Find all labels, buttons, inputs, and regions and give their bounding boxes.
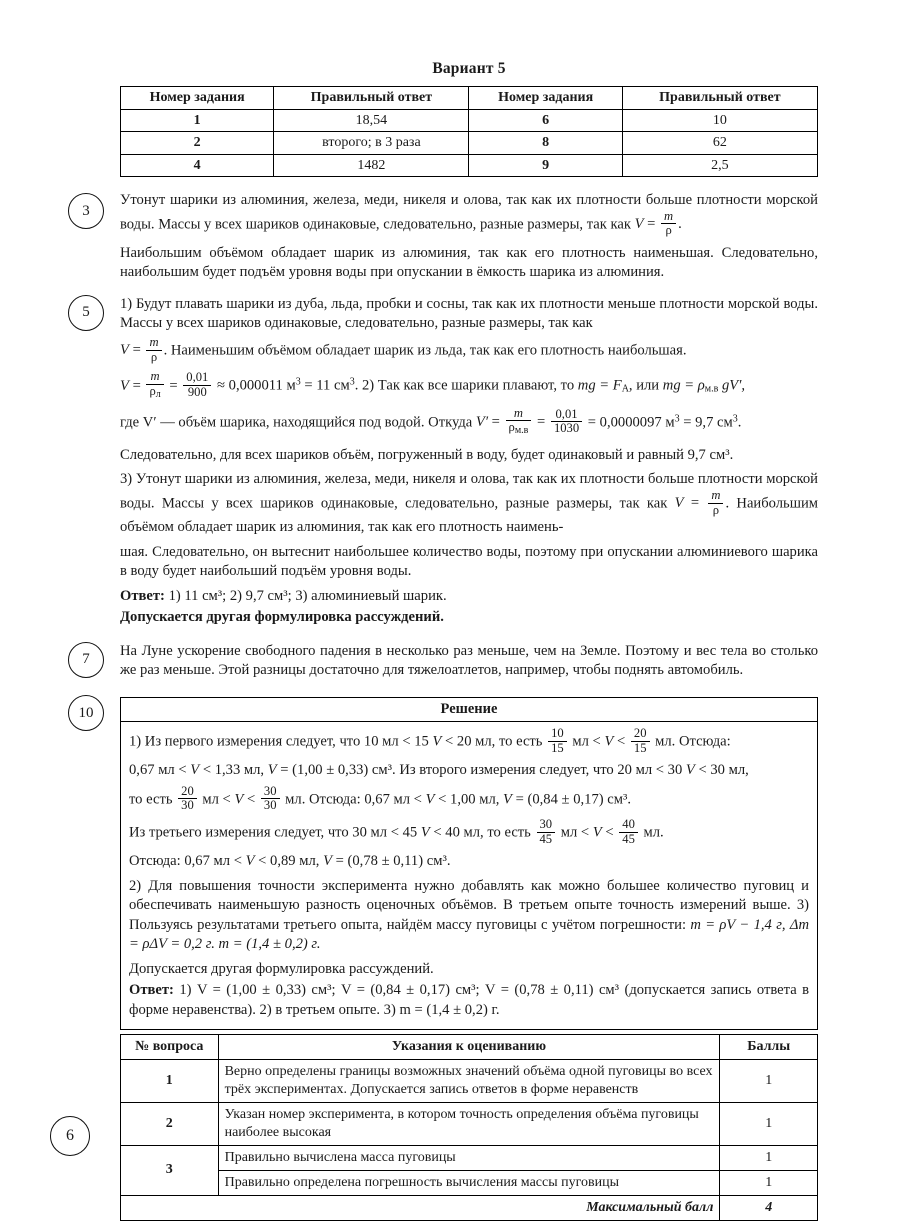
task-10-line-2 — [129, 761, 809, 781]
t10-l3b: мл < — [202, 791, 231, 808]
task-block-5 — [82, 295, 818, 628]
task-marker-3: 3 — [68, 193, 104, 229]
answers-col-answer-2: Правильный ответ — [622, 87, 817, 110]
formula-v-prime: $\frac{m}{\rho_{м.в}}$ — [506, 407, 532, 437]
task-7-paragraph-1: На Луне ускорение свободного падения в несколько раз меньше, чем на Земле. Поэтому и вес тела во столько же раз меньше. Этой разницы достаточно для тяжелоатлетов, например, чтобы поднять автомобиль. — [120, 642, 818, 679]
cell-score: 1 — [720, 1103, 818, 1146]
t10-l2f: V — [685, 762, 695, 779]
max-score-value: 4 — [720, 1195, 818, 1220]
answer-label: Ответ: — [129, 982, 174, 999]
task-5-text-2b: м — [286, 377, 296, 394]
page-content — [78, 60, 818, 1221]
cell: 1482 — [274, 154, 469, 177]
t10-l4g: мл. — [643, 824, 664, 841]
t10-l2e: = (1,00 ± 0,33) см³. Из второго измерения следует, что 20 мл < 30 — [280, 762, 683, 779]
t10-l2a: 0,67 мл < — [129, 762, 187, 779]
t10-l1d: мл < — [572, 733, 601, 750]
fraction-30-30: $\frac{30}{30}$ — [261, 785, 280, 813]
cell-score: 1 — [720, 1170, 818, 1195]
answers-col-task-1: Номер задания — [121, 87, 274, 110]
t10-l6: 2) Для повышения точности эксперимента нужно добавлять как можно большее количество пуговиц и обеспечивать наименьшую разность оценочных объёмов. В третьем опыте точность измерений выше. 3) Пользуясь результатами третьего опыта, найдём массу пуговицы с учётом погрешности: — [129, 877, 809, 933]
cell: 10 — [622, 109, 817, 132]
task-5-text-1b: . Наименьшим объёмом обладает шарик из льда, так как его плотность наибольшая. — [163, 342, 687, 359]
t10-l1c: < 20 мл, то есть — [445, 733, 543, 750]
criteria-col-question: № вопроса — [121, 1035, 219, 1060]
task-5-text-3c: м — [665, 414, 675, 431]
task-5-paragraph-3: где V′ — объём шарика, находящийся под водой. Откуда V′ = $\frac{m}{\rho_{м.в}}$ = $\frac{0,01}{1030}$ = 0,0000097 $м^3 = 9,7$ $см^3$. — [120, 405, 742, 437]
task-10-line-3 — [129, 783, 809, 814]
formula-001-1030: $\frac{0,01}{1030}$ — [551, 408, 582, 436]
task-5-text-5: 3) Утонут шарики из алюминия, железа, меди, никеля и олова, так как их плотности больше плотности морской воды. Массы у всех шариков одинаковые, следовательно, разные размеры, так как — [120, 471, 818, 512]
t10-l4d: мл < — [560, 824, 590, 841]
t10-l5d: V — [323, 853, 332, 870]
task-marker-5: 5 — [68, 295, 104, 331]
task-5-paragraph-5: 3) Утонут шарики из алюминия, железа, меди, никеля и олова, так как их плотности больше плотности морской воды. Массы у всех шариков одинаковые, следовательно, разные размеры, так как V = $\frac{m}{\rho}$ . Наибольшим объёмом обладает шарик из алюминия, так как его плотность наимень- — [120, 471, 818, 536]
t10-l3d: < — [247, 791, 256, 808]
task-5-text-2c: = 11 см — [304, 377, 350, 394]
table-row — [121, 109, 818, 132]
table-row — [121, 154, 818, 177]
criteria-header-row — [121, 1035, 818, 1060]
task-5-paragraph-6: шая. Следовательно, он вытеснит наибольшее количество воды, поэтому при опускании алюминиевого шарика в воду будет наибольший подъём уровня воды. — [120, 543, 818, 580]
table-row — [121, 132, 818, 155]
max-score-label: Максимальный балл — [121, 1195, 720, 1220]
t10-l1g: мл. Отсюда: — [655, 733, 731, 750]
fraction-20-15: $\frac{20}{15}$ — [631, 727, 650, 755]
t10-l2c: < 1,33 мл, — [202, 762, 265, 779]
task-3-text-1: Утонут шарики из алюминия, железа, меди, никеля и олова, так как их плотности больше плотности морской воды. Массы у всех шариков одинаковые, следовательно, разные размеры, так как — [120, 192, 818, 232]
page-title: Вариант 5 — [432, 60, 506, 77]
task-10-note: Допускается другая формулировка рассуждений. — [129, 960, 434, 977]
task-5-paragraph-1 — [120, 295, 818, 334]
cell-question: 1 — [121, 1060, 219, 1103]
task-10-line-6 — [129, 877, 809, 955]
answers-table-header-row — [121, 87, 818, 110]
cell: второго; в 3 раза — [274, 132, 469, 155]
task-5-text-2f: , или — [628, 377, 660, 394]
t10-l4a: Из третьего измерения следует, что 30 мл < 45 — [129, 824, 418, 841]
fraction-30-45: $\frac{30}{45}$ — [537, 818, 556, 846]
answers-col-answer-1: Правильный ответ — [274, 87, 469, 110]
t10-l1f: < — [617, 733, 626, 750]
formula-v-m-rho: $\frac{m}{\rho}$ — [661, 210, 676, 238]
t10-l4c: < 40 мл, то есть — [433, 824, 531, 841]
t10-l1b: V — [432, 733, 442, 750]
cell-guidance: Правильно определена погрешность вычисления массы пуговицы — [218, 1170, 720, 1195]
solution-body — [120, 721, 818, 1030]
task-10-answer — [129, 981, 809, 1020]
cell-score: 1 — [720, 1060, 818, 1103]
cell: 62 — [622, 132, 817, 155]
task-5-text-5b: . Наибольшим объёмом обладает шарик из алюминия, так как его плотность наимень- — [120, 495, 818, 536]
task-10-line-1 — [129, 728, 809, 756]
t10-l3g: < 1,00 мл, — [438, 791, 500, 808]
task-5-text-2h: gV′, — [722, 377, 746, 394]
task-block-3 — [82, 191, 818, 283]
t10-l3i: = (0,84 ± 0,17) см³. — [515, 791, 631, 808]
page-number: 6 — [50, 1116, 90, 1156]
task-marker-7: 7 — [68, 642, 104, 678]
answer-text: 1) V = (1,00 ± 0,33) см³; V = (0,84 ± 0,17) см³; V = (0,78 ± 0,11) см³ (допускается запись ответа в форме неравенства). 2) в третьем опыте. 3) m = (1,4 ± 0,2) г. — [129, 982, 809, 1018]
task-block-10 — [78, 697, 818, 1221]
task-5-text-2a: ≈ 0,000011 — [216, 377, 283, 394]
cell-guidance: Верно определены границы возможных значений объёма одной пуговицы во всех трёх экспериментах. Допускается запись ответов в форме неравенств — [218, 1060, 720, 1103]
formula-v-m-rho-3: $\frac{m}{\rho}$ — [708, 489, 723, 517]
t10-l1a: 1) Из первого измерения следует, что 10 мл < 15 — [129, 733, 429, 750]
task-5-paragraph-4: Следовательно, для всех шариков объём, погруженный в воду, будет одинаковый и равный 9,7 см³. — [120, 446, 734, 463]
cell-question: 3 — [121, 1146, 219, 1196]
task-5-text-2d: . 2) Так как все шарики плавают, то — [354, 377, 575, 394]
t10-l3f: V — [425, 791, 435, 808]
task-5-text-2e: mg = F — [577, 377, 622, 394]
task-5-paragraph-2: V = $\frac{m}{\rho_л}$ = $\frac{0,01}{900}$ ≈ 0,000011 $м^3 = 11$ $см^3$. 2) Так как все шарики плавают, то mg = $F_А$, или mg = $\rho_{м.в}$ gV′, — [120, 369, 746, 400]
t10-l2d: V — [267, 762, 277, 779]
task-5-paragraph-1b: V = $\frac{m}{\rho}$ . Наименьшим объёмом обладает шарик из льда, так как его плотность наибольшая. — [120, 334, 687, 364]
task-3-paragraph-2: Наибольшим объёмом обладает шарик из алюминия, так как его плотность наименьшая. Следовательно, наибольшим будет подъём уровня воды при опускании в ёмкость шарика из алюминия. — [120, 244, 818, 281]
answer-label: Ответ: — [120, 587, 165, 604]
task-5-text-3d: = 9,7 см — [683, 414, 733, 431]
t10-l3c: V — [234, 791, 244, 808]
cell: 6 — [469, 109, 622, 132]
t10-l3h: V — [503, 791, 512, 808]
criteria-col-score: Баллы — [720, 1035, 818, 1060]
solution-header: Решение — [120, 697, 818, 721]
cell-guidance: Правильно вычислена масса пуговицы — [218, 1146, 720, 1171]
table-row-total — [121, 1195, 818, 1220]
t10-l4e: V — [592, 824, 602, 841]
formula-v-m-rho-2: $\frac{m}{\rho}$ — [146, 336, 161, 364]
criteria-table — [120, 1034, 818, 1220]
cell: 4 — [121, 154, 274, 177]
answers-table — [120, 86, 818, 177]
t10-l3a: то есть — [129, 791, 173, 808]
answers-col-task-2: Номер задания — [469, 87, 622, 110]
answer-text: 1) 11 см³; 2) 9,7 см³; 3) алюминиевый шарик. — [164, 587, 447, 604]
cell: 2,5 — [622, 154, 817, 177]
t10-l1e: V — [604, 733, 614, 750]
t10-l5c: < 0,89 мл, — [258, 853, 320, 870]
formula-001-900: $\frac{0,01}{900}$ — [183, 371, 211, 399]
cell: 9 — [469, 154, 622, 177]
task-5-note: Допускается другая формулировка рассуждений. — [120, 609, 444, 626]
task-5-text-2g: mg = ρ — [662, 377, 705, 394]
task-5-text-3b: = 0,0000097 — [587, 414, 662, 431]
task-5-answer — [120, 587, 818, 607]
t10-l3e: мл. Отсюда: 0,67 мл < — [285, 791, 422, 808]
t10-l4f: < — [605, 824, 614, 841]
t10-l4b: V — [420, 824, 430, 841]
table-row — [121, 1170, 818, 1195]
t10-l2b: V — [190, 762, 200, 779]
t10-l2g: < 30 мл, — [698, 762, 749, 779]
task-5-text-1: 1) Будут плавать шарики из дуба, льда, пробки и сосны, так как их плотности меньше плотности морской воды. Массы у всех шариков одинаковые, следовательно, разные размеры, так как — [120, 295, 818, 332]
task-3-paragraph-1: Утонут шарики из алюминия, железа, меди, никеля и олова, так как их плотности больше плотности морской воды. Массы у всех шариков одинаковые, следовательно, разные размеры, так как V = $\frac{m}{\rho}$ . — [120, 192, 818, 238]
t10-l5a: Отсюда: 0,67 мл < — [129, 853, 242, 870]
fraction-20-30: $\frac{20}{30}$ — [178, 785, 197, 813]
task-5-text-3a: где V′ — объём шарика, находящийся под водой. Откуда — [120, 414, 473, 431]
t10-l5b: V — [245, 853, 255, 870]
task-10-line-5 — [129, 852, 809, 872]
formula-v-m-rhol: $\frac{m}{\rho_л}$ — [146, 370, 163, 400]
table-row — [121, 1060, 818, 1103]
cell-score: 1 — [720, 1146, 818, 1171]
task-10-line-4 — [129, 816, 809, 847]
cell: 2 — [121, 132, 274, 155]
fraction-10-15: $\frac{10}{15}$ — [548, 727, 567, 755]
cell: 1 — [121, 109, 274, 132]
cell: 8 — [469, 132, 622, 155]
task-block-7 — [82, 642, 818, 681]
table-row — [121, 1103, 818, 1146]
cell: 18,54 — [274, 109, 469, 132]
task-marker-10: 10 — [68, 695, 104, 731]
t10-l5e: = (0,78 ± 0,11) см³. — [335, 853, 451, 870]
table-row — [121, 1146, 818, 1171]
fraction-40-45: $\frac{40}{45}$ — [619, 818, 638, 846]
cell-guidance: Указан номер эксперимента, в котором точность определения объёма пуговицы наиболее высокая — [218, 1103, 720, 1146]
t10-l6b: m = ρV − 1,4 г, Δm = ρΔV = 0,2 г. m = (1,4 ± 0,2) г. — [129, 916, 809, 953]
cell-question: 2 — [121, 1103, 219, 1146]
criteria-col-guidance: Указания к оцениванию — [218, 1035, 720, 1060]
